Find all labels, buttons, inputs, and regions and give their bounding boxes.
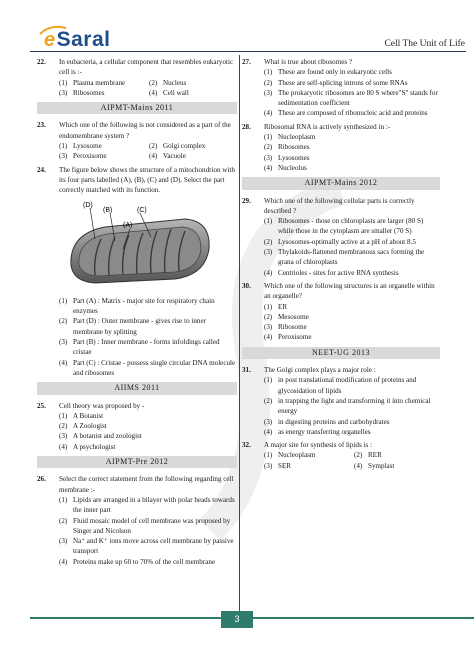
header-rule (30, 51, 466, 52)
question-text: Which one of the following is not considered as a part of the endomembrane system ? (59, 121, 231, 140)
option[interactable]: (1) ER (264, 302, 288, 311)
question-number: 31. (242, 366, 251, 375)
option[interactable]: (4) Centrioles - sites for active RNA synthesis (264, 268, 399, 277)
question-29 (242, 196, 440, 278)
option[interactable]: (4) Vacuole (149, 152, 186, 161)
option[interactable]: (2) These are self-splicing introns of some RNAs (264, 78, 408, 87)
question-22 (37, 57, 237, 98)
option[interactable]: (3) Lysosomes (264, 153, 310, 162)
option[interactable]: (2) Nucleus (149, 78, 187, 87)
question-number: 28. (242, 122, 251, 131)
option[interactable]: (1) A Botanist (59, 411, 104, 420)
option[interactable]: (2) Part (D) : Outer membrane - gives rise to inner membrane by splitting (59, 317, 206, 336)
exam-band: AIIMS 2011 (37, 382, 237, 394)
question-25 (37, 401, 237, 452)
option[interactable]: (2) in trapping the light and transforming it into chemical energy (264, 396, 431, 416)
option[interactable]: (4) Symplast (354, 461, 395, 470)
option[interactable]: (1) Plasma membrane (59, 78, 126, 87)
page-header (0, 0, 474, 54)
option[interactable]: (4) These are composed of ribonucleic acid and proteins (264, 109, 428, 118)
question-text: Which one of the following cellular parts is correctly described ? (264, 196, 415, 215)
option[interactable]: (2) A Zoologist (59, 422, 107, 431)
option[interactable]: (2) Fluid mosaic model of cell membrane was proposed by Singer and Nicolson (59, 516, 231, 535)
option[interactable]: (4) Nucleolus (264, 163, 307, 172)
question-27 (242, 57, 440, 119)
question-text: In eubacteria, a cellular component that resembles eukaryotic cell is :- (59, 58, 234, 77)
option[interactable]: (4) Part (C) : Cristae - possess single circular DNA molecule and ribosomes (59, 358, 236, 377)
logo-e: e (44, 29, 56, 51)
left-column (37, 57, 237, 570)
option[interactable]: (1) Ribosomes - those on chloroplasts are larger (80 S) while those in the cytoplasm are smaller (70 S) (264, 217, 424, 236)
right-column (242, 57, 440, 474)
figure-label-a: (A) (123, 221, 133, 229)
option[interactable]: (4) Peroxisome (264, 333, 312, 342)
figure-label-b: (B) (103, 206, 113, 214)
option[interactable]: (4) A psychologist (59, 442, 116, 451)
option[interactable]: (1) Part (A) : Matrix - major site for respiratory chain enzymes (59, 296, 215, 316)
option[interactable]: (1) in post translational modification of proteins and glycosidation of lipids (264, 376, 417, 395)
option[interactable]: (3) Thylakoids-flattened membranous sacs forming the grana of chloroplasts (264, 248, 425, 267)
question-number: 32. (242, 441, 251, 450)
question-23 (37, 120, 237, 161)
exam-band: AIPMT-Mains 2012 (242, 177, 440, 189)
figure-label-d: (D) (83, 201, 93, 209)
option[interactable]: (4) as energy transferring organelles (264, 427, 371, 436)
option[interactable]: (3) Peroxisome (59, 152, 107, 161)
figure-label-c: (C) (137, 206, 147, 214)
option[interactable]: (2) Lysosomes-optimally active at a pH of about 8.5 (264, 237, 416, 246)
option[interactable]: (3) Ribosomes (59, 88, 105, 97)
mitochondrion-figure (65, 199, 215, 287)
option[interactable]: (4) Proteins make up 60 to 70% of the cell membrane (59, 557, 216, 566)
page-title: Cell The Unit of Life (384, 39, 465, 49)
question-number: 29. (242, 196, 251, 205)
option[interactable]: (3) A botanist and zoologist (59, 432, 142, 441)
exam-band: AIPMT-Pre 2012 (37, 456, 237, 468)
logo-text: Saral (56, 28, 111, 51)
question-text: Cell theory was proposed by - (59, 401, 145, 410)
question-28 (242, 122, 440, 173)
question-number: 26. (37, 475, 46, 484)
option[interactable]: (1) Lipids are arranged in a bilayer with polar heads towards the inner part (59, 495, 235, 515)
option[interactable]: (1) Nucleoplasm (264, 451, 316, 460)
option[interactable]: (4) Cell wall (149, 88, 189, 97)
question-32 (242, 440, 440, 471)
question-number: 22. (37, 58, 46, 66)
option[interactable]: (2) Mesosome (264, 312, 309, 321)
exam-band: AIPMT-Mains 2011 (37, 102, 237, 114)
question-number: 27. (242, 58, 251, 66)
question-number: 25. (37, 401, 46, 410)
option[interactable]: (3) Part (B) : Inner membrane - forms infoldings called cristae (59, 338, 220, 357)
option[interactable]: (2) RER (354, 451, 382, 460)
option[interactable]: (1) These are found only in eukaryotic cells (264, 68, 392, 77)
question-text: A major site for synthesis of lipids is : (264, 441, 372, 450)
option[interactable]: (1) Nucleoplasm (264, 133, 316, 142)
question-text: Ribosomal RNA is actively synthesized in :- (264, 122, 391, 131)
question-30 (242, 281, 440, 343)
option[interactable]: (2) Golgi complex (149, 142, 206, 151)
option[interactable]: (2) Ribosomes (264, 143, 310, 152)
question-number: 23. (37, 121, 46, 130)
question-text: The figure below shows the structure of a mitochondrion with its four parts labelled (A), (B), (C) and (D). Select the part correctly matched with its function. (59, 165, 235, 195)
saral-logo[interactable] (44, 28, 111, 52)
option[interactable]: (3) in digesting proteins and carbohydrates (264, 417, 390, 426)
question-24 (37, 165, 237, 379)
column-divider (239, 55, 240, 615)
question-text: What is true about ribosomes ? (264, 58, 353, 66)
option[interactable]: (3) SER (264, 461, 292, 470)
question-26 (37, 474, 237, 567)
exam-band: NEET-UG 2013 (242, 347, 440, 359)
question-text: Which one of the following structures is an organelle within an organelle? (264, 281, 435, 301)
question-text: Select the correct statement from the following regarding cell membrane :- (59, 475, 234, 494)
page-number: 3 (221, 611, 253, 628)
option[interactable]: (3) Ribosome (264, 323, 307, 332)
option[interactable]: (1) Lysosome (59, 142, 102, 151)
option[interactable]: (3) The prokaryotic ribosomes are 80 S where"S" stands for sedimentation coefficient (264, 88, 438, 108)
question-number: 24. (37, 165, 46, 174)
question-31 (242, 365, 440, 437)
question-number: 30. (242, 281, 251, 290)
option[interactable]: (3) Na⁺ and K⁺ ions move across cell membrane by passive transport (59, 537, 234, 556)
question-text: The Golgi complex plays a major role : (264, 366, 376, 375)
